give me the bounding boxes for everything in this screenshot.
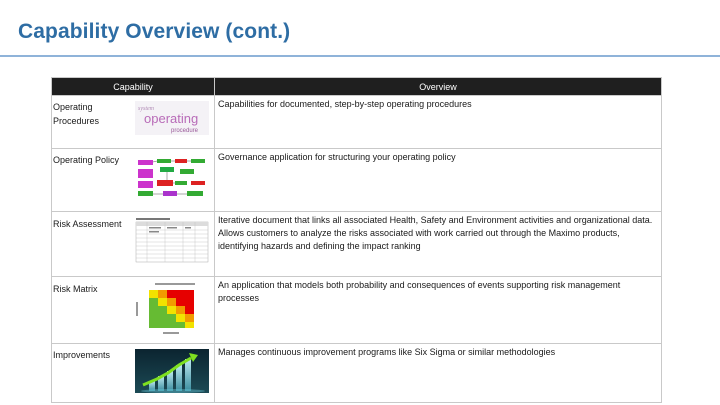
thumb-small-text: system [138, 106, 154, 112]
capability-label: Risk Assessment [53, 219, 122, 229]
overview-cell: Capabilities for documented, step-by-step operating procedures [215, 96, 662, 149]
header-overview: Overview [215, 78, 662, 96]
capability-label: Improvements [53, 350, 111, 360]
risk-assessment-thumbnail [135, 217, 209, 268]
page-title: Capability Overview (cont.) [18, 20, 291, 43]
capability-label: Operating Policy [53, 155, 120, 165]
capability-label: Risk Matrix [53, 284, 98, 294]
overview-cell: Iterative document that links all associated Health, Safety and Environment activities and organizational data. Allows customers to analyze the risks associated with work carried out through the Maximo products, identifying hazards and defining the impact ranking [215, 212, 662, 277]
policy-flowchart-thumbnail [135, 154, 209, 203]
overview-cell: Governance application for structuring your operating policy [215, 149, 662, 212]
capability-label: Operating Procedures [53, 102, 100, 126]
table-row [52, 344, 662, 403]
capability-cell [52, 96, 215, 149]
capability-cell [52, 149, 215, 212]
table-row [52, 96, 662, 149]
operating-procedure-thumbnail [135, 101, 209, 140]
overview-cell: An application that models both probability and consequences of events supporting risk management processes [215, 277, 662, 344]
capability-cell [52, 212, 215, 277]
title-divider [0, 55, 720, 57]
table-row [52, 212, 662, 277]
risk-matrix-thumbnail [135, 282, 209, 343]
capability-table [51, 77, 662, 403]
header-capability: Capability [52, 78, 215, 96]
growth-arrow-thumbnail [135, 349, 209, 398]
thumb-main-text: operating [144, 111, 199, 126]
table-header-row [52, 78, 662, 96]
overview-cell: Manages continuous improvement programs like Six Sigma or similar methodologies [215, 344, 662, 403]
capability-table-container [51, 77, 661, 403]
table-row [52, 149, 662, 212]
capability-cell [52, 344, 215, 403]
table-row [52, 277, 662, 344]
capability-cell [52, 277, 215, 344]
thumb-sub-text: procedure [171, 128, 199, 134]
